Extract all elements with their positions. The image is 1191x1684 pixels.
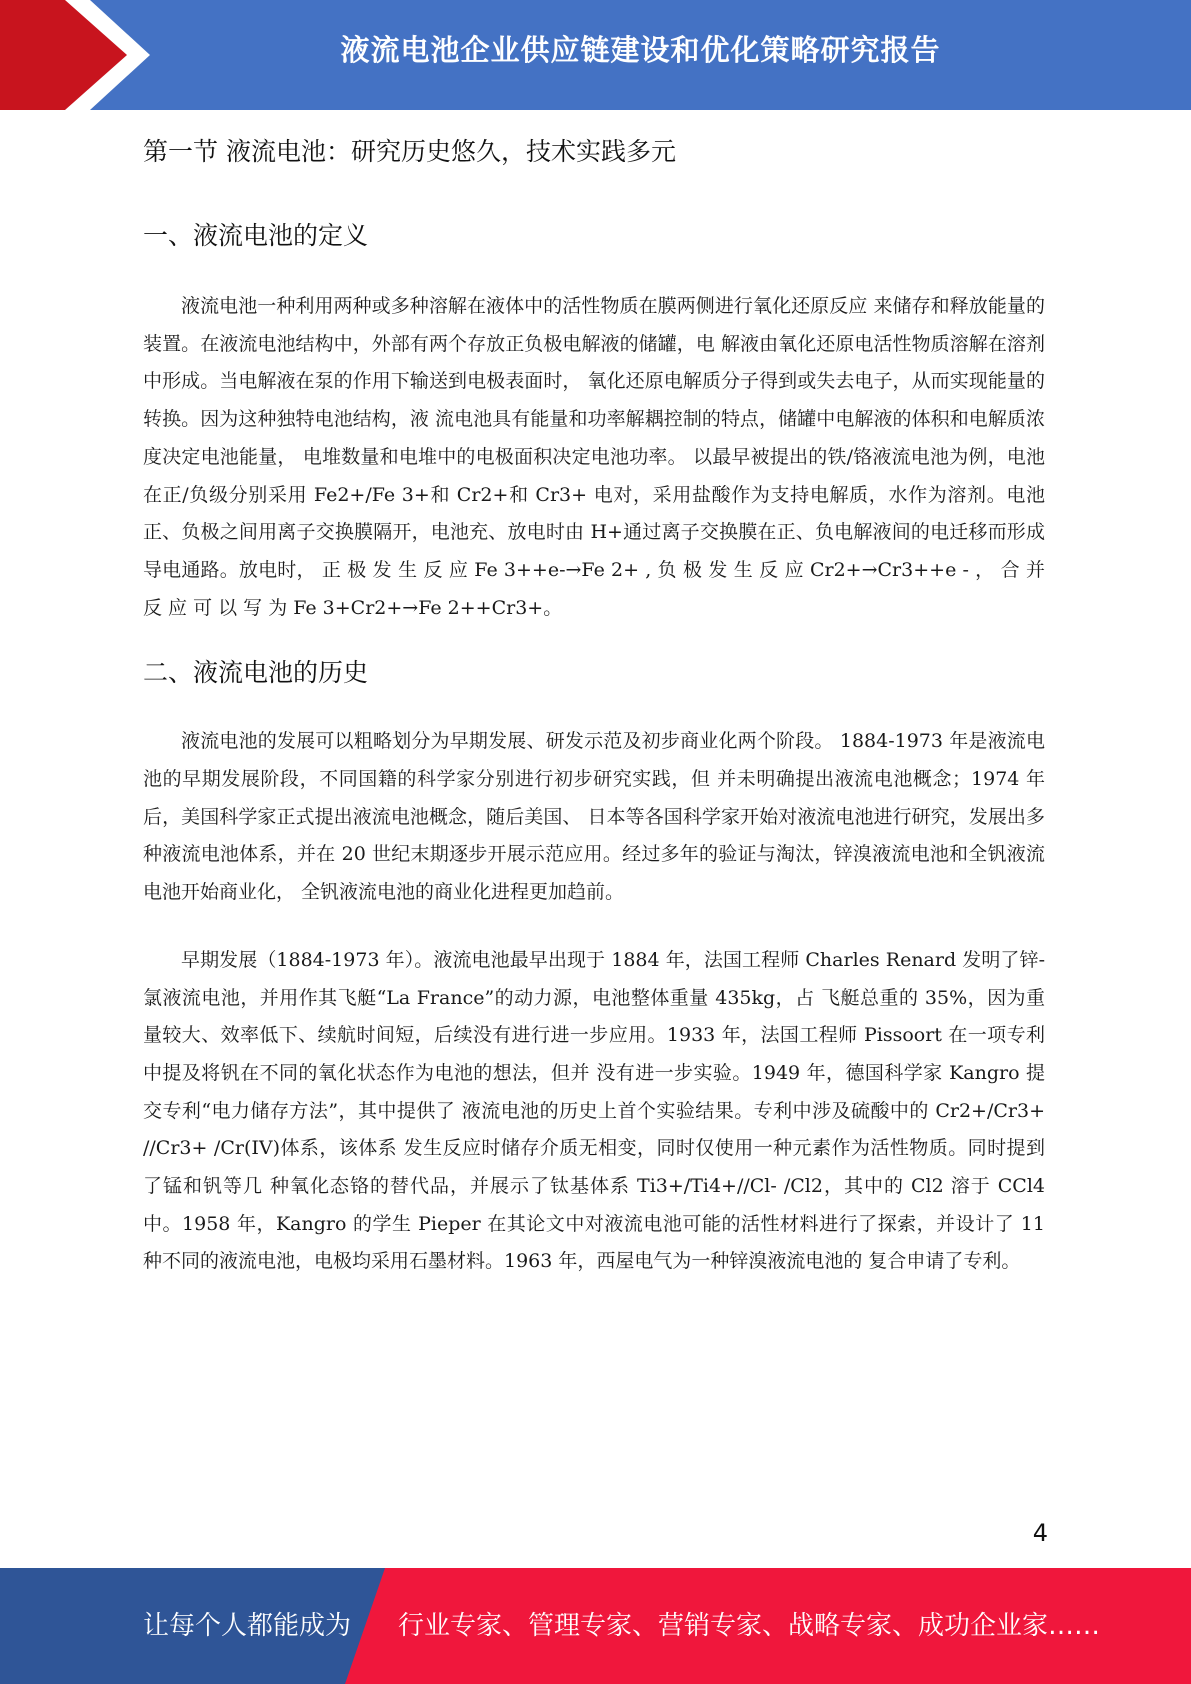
- red-arrow-decoration: [0, 0, 150, 110]
- paragraph-early-development: 早期发展（1884-1973 年）。液流电池最早出现于 1884 年，法国工程师 Charles Renard 发明了锌-氯液流电池，并用作其飞艇“La France”的动力源，电池整体重量 435kg，占 飞艇总重的 35%，因为重量较大、效率低下、续航时间短，后续没有进行进一步应用。1933 年，法国工程师 Pissoort 在一项专利中提及将钒在不同的氧化状态作为电池的想法，但并 没有进一步实验。1949 年，德国科学家 Kangro 提交专利“电力储存方法”，其中提供了 液流电池的历史上首个实验结果。专利中涉及硫酸中的 Cr2+/Cr3+ //Cr3+ /Cr(IV)体系，该体系 发生反应时储存介质无相变，同时仅使用一种元素作为活性物质。同时提到了锰和钒等几 种氧化态铬的替代品，并展示了钛基体系 Ti3+/Ti4+//Cl- /Cl2，其中的 Cl2 溶于 CCl4 中。1958 年，Kangro 的学生 Pieper 在其论文中对液流电池可能的活性材料进行了探索，并设计了 11 种不同的液流电池，电极均采用石墨材料。1963 年，西屋电气为一种锌溴液流电池的 复合申请了专利。: [143, 948, 1045, 1273]
- report-title: 液流电池企业供应链建设和优化策略研究报告: [340, 33, 941, 67]
- header-banner: [0, 0, 1191, 110]
- footer-slogan-left: 让每个人都能成为: [143, 1611, 352, 1641]
- footer-banner: [0, 1568, 1191, 1684]
- page-number: 4: [1032, 1519, 1048, 1547]
- heading-history: 二、液流电池的历史: [143, 658, 369, 688]
- section-title: 第一节 液流电池：研究历史悠久，技术实践多元: [143, 137, 676, 166]
- footer-slogan-right: 行业专家、管理专家、营销专家、战略专家、成功企业家……: [398, 1611, 1101, 1641]
- main-content: [143, 118, 1045, 1281]
- heading-definition: 一、液流电池的定义: [143, 221, 369, 250]
- paragraph-history-overview: 液流电池的发展可以粗略划分为早期发展、研发示范及初步商业化两个阶段。 1884-1973 年是液流电池的早期发展阶段，不同国籍的科学家分别进行初步研究实践，但 并未明确提出液流电池概念；1974 年后，美国科学家正式提出液流电池概念，随后美国、 日本等各国科学家开始对液流电池进行研究，发展出多种液流电池体系，并在 20 世纪末期逐步开展示范应用。经过多年的验证与淘汰，锌溴液流电池和全钒液流电池开始商业化， 全钒液流电池的商业化进程更加趋前。: [143, 730, 1045, 904]
- paragraph-definition: 液流电池一种利用两种或多种溶解在液体中的活性物质在膜两侧进行氧化还原反应 来储存和释放能量的装置。在液流电池结构中，外部有两个存放正负极电解液的储罐，电 解液由氧化还原电活性物质溶解在溶剂中形成。当电解液在泵的作用下输送到电极表面时， 氧化还原电解质分子得到或失去电子，从而实现能量的转换。因为这种独特电池结构，液 流电池具有能量和功率解耦控制的特点，储罐中电解液的体积和电解质浓度决定电池能量， 电堆数量和电堆中的电极面积决定电池功率。 以最早被提出的铁/铬液流电池为例，电池在正/负级分别采用 Fe2+/Fe 3+和 Cr2+和 Cr3+ 电对，采用盐酸作为支持电解质，水作为溶剂。电池正、负极之间用离子交换膜隔开，电池充、放电时由 H+通过离子交换膜在正、负电解液间的电迁移而形成导电通路。放电时， 正 极 发 生 反 应 Fe 3++e-→Fe 2+ , 负 极 发 生 反 应 Cr2+→Cr3++e - ， 合 并 反 应 可 以 写 为 Fe 3+Cr2+→Fe 2++Cr3+。: [143, 295, 1045, 619]
